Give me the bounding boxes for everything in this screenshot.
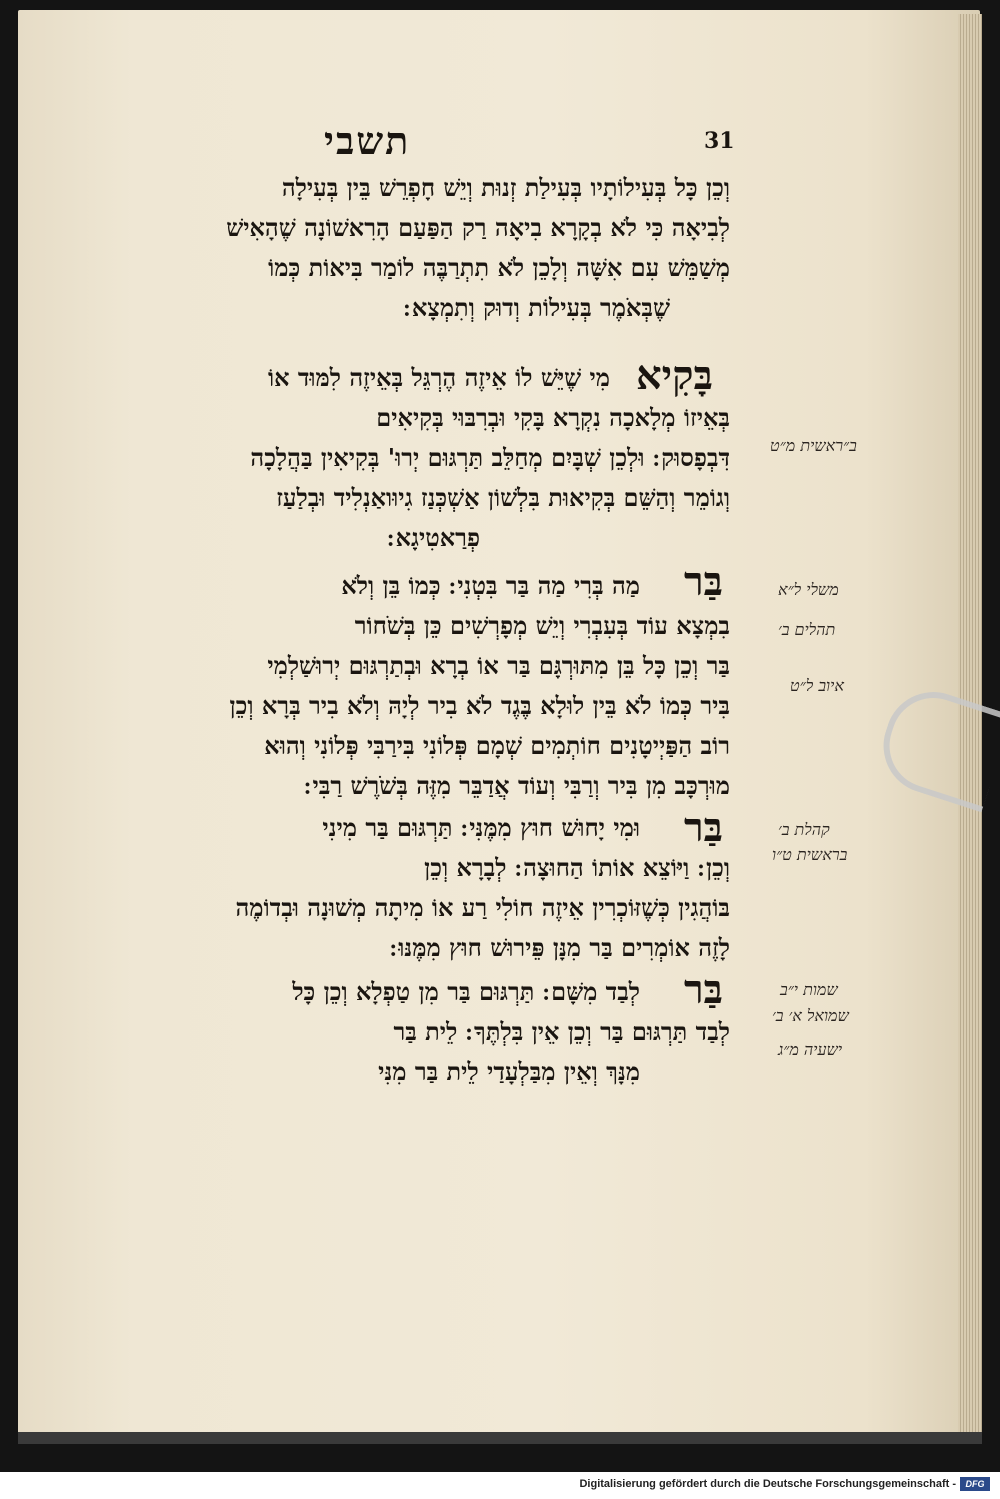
text-line: בְּאֵיזוֹ מְלָאכָה נִקְרָא בָּקִי וּבְרִבּוּי בְּקִיאִים [376, 403, 730, 432]
dfg-logo-icon: DFG [960, 1477, 990, 1491]
footer-bar [0, 1472, 1000, 1499]
margin-note: שמואל א׳ ב׳ [772, 1006, 849, 1025]
text-line: בַּר וְכֵן כָּל בֵּן מִתּוּרְגָּם בַּר אוֹ בְרָא וּבְתַרְגּוּם יְרוּשַׁלְמִי [267, 651, 730, 680]
text-line: מַה בְּרִי מַה בַּר בִּטְנִי ׃ כְּמוֹ בֵּן וְלֹא [341, 571, 640, 600]
margin-note: שמות י״ב [780, 980, 838, 999]
text-line: לָזֶה אוֹמְרִים בַּר מִנָּן פֵּירוּשׁ חוּץ מִמֶּנּוּ ׃ [389, 933, 730, 962]
text-line: לְבִיאָה כִּי לֹא בְקָרָא בִיאָה רַק הַפַּעַם הָרִאשׁוֹנָה שֶׁהָאִישׁ [226, 213, 730, 242]
text-line: מִי שֶׁיֵּשׁ לוֹ אֵיזֶה הֶרְגֵּל בְּאֵיזֶה לִמּוּד אוֹ [267, 363, 610, 392]
text-line: וְכֵן כָּל בְּעִילוֹתָיו בְּעִילַת זְנוּת וְיֵשׁ חָפְרֵשׁ בֵּין בְּעִילָה [281, 173, 730, 202]
text-line: בּוֹהֲגִין כְּשֶׁזּוֹכְרִין אֵיזֶה חוֹלִי רַע אוֹ מִיתָה מְשׁוּנָה וּבְדוֹמֶה [235, 893, 730, 922]
text-line: וְגוֹמֵר וְהַשֵּׁם בְּקִיאוּת בִּלְשׁוֹן אַשְׁכְּנַז גִיוּואַנְלִיד וּבְלַעַז [276, 483, 730, 512]
text-line: רוֹב הַפַּיְיטָנִים חוֹתְמִים שְׁמָם פְּלוֹנִי בִּירַבִּי פְּלוֹנִי וְהוּא [264, 731, 730, 760]
margin-note: בראשית ט״ו [772, 845, 848, 864]
margin-note: תהלים ב׳ [778, 620, 836, 639]
margin-note: ישעיה מ״ג [778, 1040, 843, 1059]
text-block-intro [226, 168, 730, 328]
entry-word: בַּר [684, 558, 723, 605]
text-line: שֶׁבְּאֹמֶר בְּעִילוֹת וְדוּק וְתִמְצָא ׃ [403, 293, 670, 322]
text-line: לְבַד מִשָּׁם ׃ תַּרְגּוּם בַּר מִן טַפְלָא וְכֵן כָּל [292, 977, 640, 1006]
text-line: מְשַׁמֵּשׁ עִם אִשָּׁה וְלָכֵן לֹא תִתְרַבֶּה לוֹמַר בִּיאוֹת כְּמוֹ [268, 253, 730, 282]
text-line: וְכֵן ׃ וַיּוֹצֵא אוֹתוֹ הַחוּצָה ׃ לְבָרָא וְכֵן [424, 853, 730, 882]
page-bottom-shadow [18, 1432, 982, 1444]
text-line: דִּבְפָסוּק ׃ וּלְכֵן שְׁבָּיִם מְחַלֵּב תַּרְגּוּם יְרוּ' בְּקִיאִין בַּהֲלָכָה [250, 443, 730, 472]
text-line: פְרַאטִיגָא ׃ [387, 523, 480, 552]
text-line: בִּיר כְּמוֹ לֹא בֵּין לוּלָא בֶּגֶד לֹא בִיר לְיָהּ וְלֹא בִיר בְּרָא וְכֵן [229, 691, 730, 720]
margin-note: קהלת ב׳ [778, 820, 830, 839]
text-line: לְבַד תַּרְגּוּם בַּר וְכֵן אֵין בִּלְתֶּךָ ׃ לֵית בַּר [393, 1017, 730, 1046]
text-block-entry [250, 358, 730, 558]
margin-note: איוב ל״ט [790, 676, 844, 695]
text-block-entry [235, 808, 730, 968]
text-block-entry [292, 972, 730, 1092]
margin-note: ב״ראשית מ״ט [770, 436, 857, 455]
folio-number: 31 [704, 128, 735, 154]
text-line: בִמְצָא עוֹד בְּעִבְרִי וְיֵשׁ מְפָרְשִׁים כֵּן בְּשֹׁחוֹר [354, 611, 730, 640]
text-line: וּמִי יָחוּשׁ חוּץ מִמֶּנִּי ׃ תַּרְגּוּם בַּר מִינִי [322, 813, 640, 842]
text-line: מִנָּךְ וְאֵין מִבַּלְעָדַי לֵית בַּר מִנִּי [378, 1057, 640, 1086]
text-line: מוּרְכָּב מִן בִּיר וְרַבִּי וְעוֹד אֲדַבֵּר מִזֶּה בְּשֹׁרֶשׁ רַבִּי ׃ [304, 771, 730, 800]
entry-word: בַּר [684, 804, 723, 851]
entry-word: בָּקִיא [636, 352, 713, 399]
footer-credit: Digitalisierung gefördert durch die Deutsche Forschungsgemeinschaft - [579, 1478, 956, 1490]
running-head: תשבי [324, 118, 411, 163]
margin-note: משלי ל״א [778, 580, 839, 599]
entry-word: בַּר [684, 966, 723, 1013]
text-block-entry [230, 566, 730, 806]
